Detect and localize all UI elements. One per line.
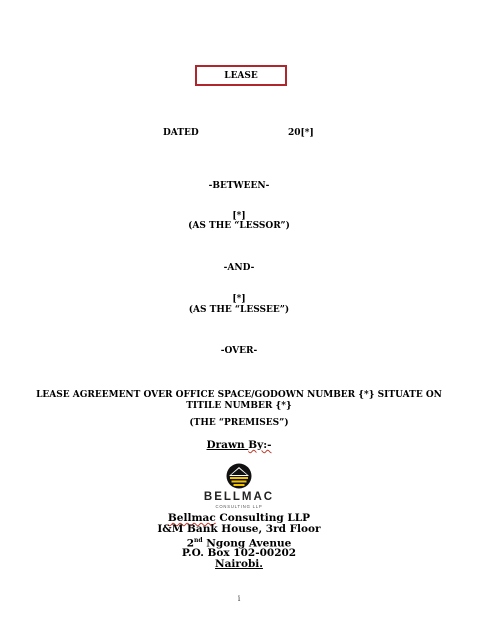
address-line2: I&M Bank House, 3rd Floor: [157, 523, 321, 535]
premises-label: (THE “PREMISES”): [189, 418, 289, 428]
bellmac-emblem-icon: [199, 462, 279, 510]
document-title-box: [195, 65, 287, 86]
over-divider: -OVER-: [220, 346, 258, 356]
drawn-by-suffix: By:-: [248, 439, 272, 451]
agreement-title-line1: LEASE AGREEMENT OVER OFFICE SPACE/GODOWN NUMBER {*} SITUATE ON: [36, 390, 442, 400]
drawn-by-prefix: Drawn: [206, 439, 249, 451]
address-line3-number: 2: [186, 537, 195, 550]
logo-subtitle: CONSULTING LLP: [215, 504, 263, 509]
address-line3-street: Ngong Avenue: [202, 537, 292, 550]
and-divider: -AND-: [223, 263, 255, 273]
between-divider: -BETWEEN-: [208, 181, 270, 191]
bellmac-logo: [199, 462, 279, 510]
address-line5: Nairobi.: [215, 558, 263, 570]
dated-year: 20[*]: [288, 128, 314, 138]
logo-wordmark: BELLMAC: [203, 491, 275, 503]
lessee-role: (AS THE “LESSEE”): [188, 305, 290, 315]
address-firm-a: Bellmac: [167, 512, 216, 524]
agreement-title-line2: TITILE NUMBER {*}: [186, 401, 292, 411]
lessee-name: [*]: [232, 294, 246, 304]
address-firm-b: Consulting LLP: [215, 512, 311, 524]
dated-label: DATED: [163, 128, 199, 138]
page-number: i: [237, 594, 241, 603]
lessor-role: (AS THE “LESSOR”): [188, 221, 290, 231]
lessor-name: [*]: [232, 211, 246, 221]
document-title: LEASE: [224, 70, 258, 81]
address-line4: P.O. Box 102-00202: [181, 547, 297, 559]
address-line3-suffix: nd: [194, 537, 203, 544]
drawn-by-label: [0, 439, 478, 451]
